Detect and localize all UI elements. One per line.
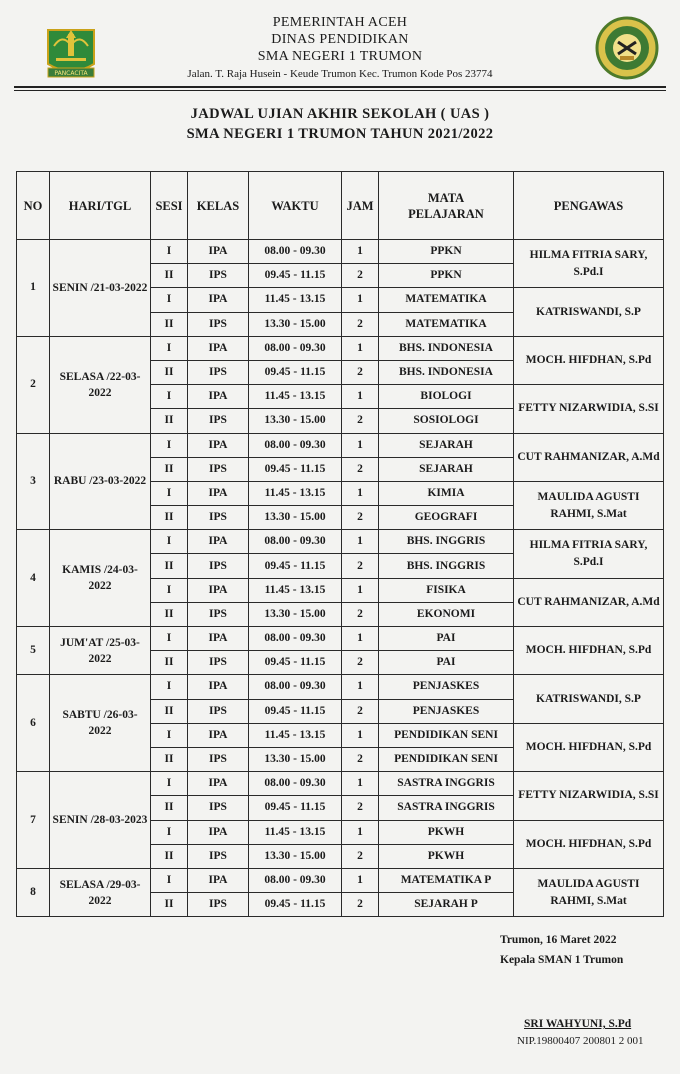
time-cell: 08.00 - 09.30 <box>249 772 342 796</box>
hour-cell: 1 <box>342 481 379 505</box>
table-header-row <box>17 172 664 240</box>
day-date: SELASA /29-03-2022 <box>50 868 151 916</box>
hour-cell: 2 <box>342 651 379 675</box>
subject-cell: SOSIOLOGI <box>379 409 514 433</box>
column-header: HARI/TGL <box>50 172 151 240</box>
hour-cell: 2 <box>342 506 379 530</box>
supervisor-cell: HILMA FITRIA SARY, S.Pd.I <box>514 240 664 288</box>
hour-cell: 2 <box>342 264 379 288</box>
svg-text:PANCACITA: PANCACITA <box>54 70 88 77</box>
class-cell: IPS <box>188 312 249 336</box>
class-cell: IPA <box>188 288 249 312</box>
session-cell: II <box>151 747 188 771</box>
subject-cell: PENDIDIKAN SENI <box>379 723 514 747</box>
subject-cell: BHS. INGGRIS <box>379 530 514 554</box>
hour-cell: 1 <box>342 530 379 554</box>
class-cell: IPA <box>188 675 249 699</box>
table-row <box>17 530 664 554</box>
sign-place-date: Trumon, 16 Maret 2022 <box>500 934 617 946</box>
column-header: PENGAWAS <box>514 172 664 240</box>
time-cell: 09.45 - 11.15 <box>249 264 342 288</box>
day-date: JUM'AT /25-03-2022 <box>50 627 151 675</box>
column-header: WAKTU <box>249 172 342 240</box>
supervisor-cell: FETTY NIZARWIDIA, S.SI <box>514 772 664 820</box>
document-title <box>80 104 600 144</box>
time-cell: 08.00 - 09.30 <box>249 240 342 264</box>
session-cell: II <box>151 554 188 578</box>
session-cell: II <box>151 506 188 530</box>
session-cell: I <box>151 240 188 264</box>
subject-cell: BHS. INGGRIS <box>379 554 514 578</box>
session-cell: II <box>151 360 188 384</box>
session-cell: I <box>151 820 188 844</box>
column-header: MATA PELAJARAN <box>379 172 514 240</box>
hour-cell: 1 <box>342 433 379 457</box>
class-cell: IPS <box>188 747 249 771</box>
session-cell: II <box>151 651 188 675</box>
hour-cell: 2 <box>342 602 379 626</box>
session-cell: II <box>151 844 188 868</box>
table-row <box>17 772 664 796</box>
title-line-2: SMA NEGERI 1 TRUMON TAHUN 2021/2022 <box>186 126 494 142</box>
time-cell: 09.45 - 11.15 <box>249 699 342 723</box>
time-cell: 11.45 - 13.15 <box>249 385 342 409</box>
table-row <box>17 868 664 892</box>
letterhead-divider <box>14 86 666 88</box>
subject-cell: BHS. INDONESIA <box>379 336 514 360</box>
supervisor-cell: CUT RAHMANIZAR, A.Md <box>514 578 664 626</box>
time-cell: 13.30 - 15.00 <box>249 747 342 771</box>
class-cell: IPA <box>188 336 249 360</box>
column-header: SESI <box>151 172 188 240</box>
supervisor-cell: CUT RAHMANIZAR, A.Md <box>514 433 664 481</box>
time-cell: 08.00 - 09.30 <box>249 530 342 554</box>
letterhead-address: Jalan. T. Raja Husein - Keude Trumon Kec. Trumon Kode Pos 23774 <box>187 68 493 80</box>
time-cell: 09.45 - 11.15 <box>249 796 342 820</box>
hour-cell: 2 <box>342 554 379 578</box>
session-cell: I <box>151 336 188 360</box>
subject-cell: GEOGRAFI <box>379 506 514 530</box>
time-cell: 13.30 - 15.00 <box>249 312 342 336</box>
session-cell: II <box>151 264 188 288</box>
subject-cell: PENJASKES <box>379 675 514 699</box>
signer-name: SRI WAHYUNI, S.Pd <box>524 1018 632 1030</box>
hour-cell: 2 <box>342 312 379 336</box>
class-cell: IPA <box>188 530 249 554</box>
column-header: KELAS <box>188 172 249 240</box>
session-cell: I <box>151 481 188 505</box>
supervisor-cell: MOCH. HIFDHAN, S.Pd <box>514 336 664 384</box>
time-cell: 13.30 - 15.00 <box>249 602 342 626</box>
session-cell: I <box>151 723 188 747</box>
class-cell: IPA <box>188 433 249 457</box>
class-cell: IPS <box>188 264 249 288</box>
hour-cell: 1 <box>342 868 379 892</box>
time-cell: 08.00 - 09.30 <box>249 336 342 360</box>
subject-cell: FISIKA <box>379 578 514 602</box>
session-cell: II <box>151 602 188 626</box>
subject-cell: PENJASKES <box>379 699 514 723</box>
class-cell: IPS <box>188 844 249 868</box>
hour-cell: 1 <box>342 772 379 796</box>
pancacita-logo <box>44 24 98 80</box>
table-row <box>17 675 664 699</box>
subject-cell: PKWH <box>379 820 514 844</box>
class-cell: IPA <box>188 385 249 409</box>
subject-cell: MATEMATIKA P <box>379 868 514 892</box>
subject-cell: PAI <box>379 627 514 651</box>
hour-cell: 1 <box>342 336 379 360</box>
class-cell: IPS <box>188 796 249 820</box>
time-cell: 09.45 - 11.15 <box>249 360 342 384</box>
session-cell: I <box>151 675 188 699</box>
session-cell: I <box>151 627 188 651</box>
row-number: 6 <box>17 675 50 772</box>
day-date: SABTU /26-03-2022 <box>50 675 151 772</box>
hour-cell: 2 <box>342 844 379 868</box>
session-cell: I <box>151 578 188 602</box>
column-header: JAM <box>342 172 379 240</box>
subject-cell: SASTRA INGGRIS <box>379 796 514 820</box>
session-cell: I <box>151 530 188 554</box>
subject-cell: PPKN <box>379 264 514 288</box>
class-cell: IPS <box>188 602 249 626</box>
supervisor-cell: KATRISWANDI, S.P <box>514 675 664 723</box>
time-cell: 09.45 - 11.15 <box>249 893 342 917</box>
letterhead-school: SMA NEGERI 1 TRUMON <box>257 49 423 64</box>
hour-cell: 2 <box>342 893 379 917</box>
class-cell: IPA <box>188 723 249 747</box>
day-date: KAMIS /24-03-2022 <box>50 530 151 627</box>
supervisor-cell: MOCH. HIFDHAN, S.Pd <box>514 627 664 675</box>
time-cell: 09.45 - 11.15 <box>249 457 342 481</box>
exam-schedule-table <box>16 171 664 917</box>
session-cell: I <box>151 868 188 892</box>
time-cell: 13.30 - 15.00 <box>249 409 342 433</box>
subject-cell: PAI <box>379 651 514 675</box>
row-number: 3 <box>17 433 50 530</box>
subject-cell: MATEMATIKA <box>379 288 514 312</box>
day-date: SENIN /28-03-2023 <box>50 772 151 869</box>
session-cell: II <box>151 312 188 336</box>
row-number: 4 <box>17 530 50 627</box>
time-cell: 11.45 - 13.15 <box>249 288 342 312</box>
subject-cell: SEJARAH <box>379 433 514 457</box>
subject-cell: PPKN <box>379 240 514 264</box>
hour-cell: 2 <box>342 699 379 723</box>
supervisor-cell: MAULIDA AGUSTI RAHMI, S.Mat <box>514 481 664 529</box>
class-cell: IPA <box>188 772 249 796</box>
hour-cell: 2 <box>342 457 379 481</box>
column-header: NO <box>17 172 50 240</box>
class-cell: IPA <box>188 627 249 651</box>
day-date: SELASA /22-03-2022 <box>50 336 151 433</box>
signer-nip: NIP.19800407 200801 2 001 <box>517 1035 644 1047</box>
class-cell: IPS <box>188 457 249 481</box>
time-cell: 11.45 - 13.15 <box>249 820 342 844</box>
session-cell: I <box>151 385 188 409</box>
hour-cell: 1 <box>342 288 379 312</box>
subject-cell: PENDIDIKAN SENI <box>379 747 514 771</box>
time-cell: 08.00 - 09.30 <box>249 868 342 892</box>
hour-cell: 1 <box>342 820 379 844</box>
supervisor-cell: FETTY NIZARWIDIA, S.SI <box>514 385 664 433</box>
time-cell: 11.45 - 13.15 <box>249 578 342 602</box>
letterhead-divider-thin <box>14 90 666 91</box>
subject-cell: MATEMATIKA <box>379 312 514 336</box>
row-number: 5 <box>17 627 50 675</box>
session-cell: II <box>151 457 188 481</box>
table-row <box>17 240 664 264</box>
class-cell: IPS <box>188 360 249 384</box>
row-number: 1 <box>17 240 50 337</box>
class-cell: IPS <box>188 651 249 675</box>
sign-position: Kepala SMAN 1 Trumon <box>500 954 624 966</box>
title-line-1: JADWAL UJIAN AKHIR SEKOLAH ( UAS ) <box>190 106 490 122</box>
day-date: RABU /23-03-2022 <box>50 433 151 530</box>
row-number: 8 <box>17 868 50 916</box>
letterhead <box>140 14 540 82</box>
hour-cell: 1 <box>342 627 379 651</box>
subject-cell: SEJARAH P <box>379 893 514 917</box>
subject-cell: BIOLOGI <box>379 385 514 409</box>
session-cell: II <box>151 409 188 433</box>
row-number: 7 <box>17 772 50 869</box>
signature-block <box>500 930 670 970</box>
supervisor-cell: HILMA FITRIA SARY, S.Pd.I <box>514 530 664 578</box>
time-cell: 13.30 - 15.00 <box>249 506 342 530</box>
hour-cell: 1 <box>342 675 379 699</box>
hour-cell: 2 <box>342 747 379 771</box>
table-row <box>17 627 664 651</box>
supervisor-cell: MAULIDA AGUSTI RAHMI, S.Mat <box>514 868 664 916</box>
session-cell: I <box>151 433 188 457</box>
time-cell: 08.00 - 09.30 <box>249 627 342 651</box>
subject-cell: SASTRA INGGRIS <box>379 772 514 796</box>
time-cell: 09.45 - 11.15 <box>249 651 342 675</box>
table-body <box>17 240 664 917</box>
session-cell: II <box>151 796 188 820</box>
subject-cell: KIMIA <box>379 481 514 505</box>
session-cell: II <box>151 699 188 723</box>
time-cell: 08.00 - 09.30 <box>249 433 342 457</box>
day-date: SENIN /21-03-2022 <box>50 240 151 337</box>
subject-cell: SEJARAH <box>379 457 514 481</box>
table-row <box>17 433 664 457</box>
class-cell: IPA <box>188 868 249 892</box>
session-cell: II <box>151 893 188 917</box>
class-cell: IPA <box>188 578 249 602</box>
time-cell: 09.45 - 11.15 <box>249 554 342 578</box>
hour-cell: 2 <box>342 796 379 820</box>
class-cell: IPS <box>188 409 249 433</box>
time-cell: 11.45 - 13.15 <box>249 723 342 747</box>
time-cell: 11.45 - 13.15 <box>249 481 342 505</box>
supervisor-cell: MOCH. HIFDHAN, S.Pd <box>514 723 664 771</box>
supervisor-cell: MOCH. HIFDHAN, S.Pd <box>514 820 664 868</box>
subject-cell: EKONOMI <box>379 602 514 626</box>
session-cell: I <box>151 288 188 312</box>
class-cell: IPA <box>188 240 249 264</box>
school-emblem-logo <box>594 16 660 80</box>
subject-cell: PKWH <box>379 844 514 868</box>
hour-cell: 1 <box>342 723 379 747</box>
letterhead-agency: DINAS PENDIDIKAN <box>271 32 409 47</box>
class-cell: IPA <box>188 481 249 505</box>
hour-cell: 2 <box>342 360 379 384</box>
subject-cell: BHS. INDONESIA <box>379 360 514 384</box>
hour-cell: 1 <box>342 385 379 409</box>
hour-cell: 1 <box>342 578 379 602</box>
class-cell: IPS <box>188 506 249 530</box>
row-number: 2 <box>17 336 50 433</box>
time-cell: 13.30 - 15.00 <box>249 844 342 868</box>
time-cell: 08.00 - 09.30 <box>249 675 342 699</box>
hour-cell: 1 <box>342 240 379 264</box>
hour-cell: 2 <box>342 409 379 433</box>
supervisor-cell: KATRISWANDI, S.P <box>514 288 664 336</box>
class-cell: IPS <box>188 554 249 578</box>
table-row <box>17 336 664 360</box>
class-cell: IPA <box>188 820 249 844</box>
session-cell: I <box>151 772 188 796</box>
letterhead-government: PEMERINTAH ACEH <box>272 15 408 30</box>
class-cell: IPS <box>188 699 249 723</box>
class-cell: IPS <box>188 893 249 917</box>
